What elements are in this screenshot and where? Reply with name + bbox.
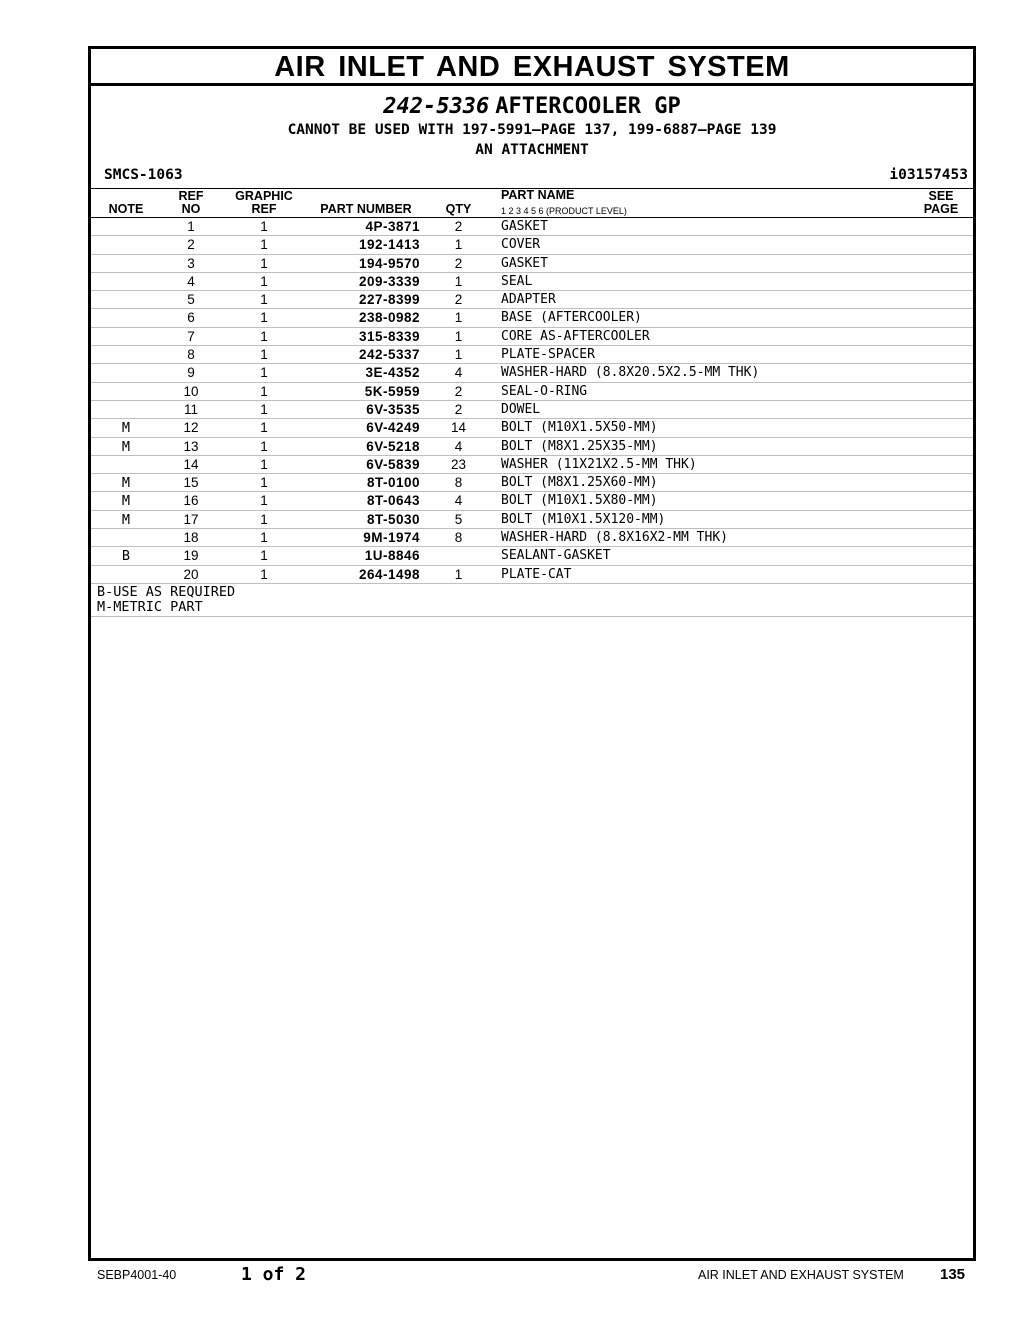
legend (91, 584, 973, 617)
row-part-name: CORE AS-AFTERCOOLER (501, 328, 650, 344)
row-part-number: 8T-0100 (366, 475, 420, 491)
col-product-level: 1 2 3 4 5 6 (PRODUCT LEVEL) (501, 206, 627, 216)
table-row (91, 309, 973, 327)
row-ref-no: 20 (183, 566, 199, 582)
row-qty: 4 (454, 438, 463, 454)
col-ref-2: NO (181, 202, 201, 216)
row-graphic-ref: 1 (260, 456, 268, 472)
table-row (91, 529, 973, 547)
row-graphic-ref: 1 (260, 475, 268, 491)
row-part-number: 6V-5218 (366, 438, 420, 454)
table-row (91, 346, 973, 364)
row-graphic-ref: 1 (260, 548, 268, 564)
row-part-number: 315-8339 (358, 328, 420, 344)
row-graphic-ref: 1 (260, 511, 268, 527)
row-ref-no: 13 (183, 438, 199, 454)
row-ref-no: 9 (187, 365, 195, 381)
row-graphic-ref: 1 (260, 273, 268, 289)
row-graphic-ref: 1 (260, 383, 268, 399)
col-graphic-2: REF (251, 202, 277, 216)
row-graphic-ref: 1 (260, 328, 268, 344)
row-ref-no: 2 (187, 237, 195, 253)
section-title: AIR INLET AND EXHAUST SYSTEM (91, 49, 973, 86)
row-note: B (121, 548, 131, 565)
col-graphic-1: GRAPHIC (235, 189, 293, 203)
row-part-number: 209-3339 (358, 273, 420, 289)
row-part-name: WASHER-HARD (8.8X16X2-MM THK) (501, 530, 728, 546)
page-footer (0, 1264, 1020, 1288)
column-header (91, 188, 973, 218)
group-title (91, 94, 973, 120)
row-note: M (121, 420, 131, 437)
row-part-name: SEAL (501, 273, 533, 289)
row-part-name: DOWEL (501, 401, 541, 417)
group-number: 242-5336 (383, 94, 490, 119)
row-qty: 8 (454, 475, 463, 491)
parts-table-body (91, 218, 973, 584)
row-graphic-ref: 1 (260, 292, 268, 308)
row-part-name: PLATE-SPACER (501, 347, 595, 363)
row-part-number: 6V-3535 (366, 401, 420, 417)
row-part-name: GASKET (501, 219, 548, 234)
row-part-name: ADAPTER (501, 292, 556, 308)
table-row (91, 492, 973, 510)
col-part-name: PART NAME (501, 188, 575, 202)
row-qty: 1 (454, 310, 463, 326)
row-part-name: BOLT (M10X1.5X120-MM) (501, 511, 666, 527)
row-graphic-ref: 1 (260, 493, 268, 509)
table-row (91, 511, 973, 529)
row-ref-no: 16 (183, 493, 199, 509)
table-row (91, 547, 973, 565)
table-row (91, 438, 973, 456)
row-part-name: WASHER (11X21X2.5-MM THK) (501, 456, 697, 472)
footer-page-number: 135 (940, 1266, 966, 1283)
row-graphic-ref: 1 (260, 347, 268, 363)
row-graphic-ref: 1 (260, 310, 268, 326)
row-ref-no: 7 (187, 328, 195, 344)
row-part-number: 4P-3871 (365, 219, 420, 234)
row-qty: 5 (454, 511, 463, 527)
row-graphic-ref: 1 (260, 530, 268, 546)
row-qty: 23 (450, 456, 467, 472)
table-row (91, 419, 973, 437)
table-row (91, 474, 973, 492)
row-graphic-ref: 1 (260, 255, 268, 271)
table-row (91, 273, 973, 291)
row-part-number: 3E-4352 (365, 365, 420, 381)
table-row (91, 383, 973, 401)
col-note: NOTE (108, 202, 144, 216)
row-part-name: SEAL-O-RING (501, 383, 588, 399)
row-qty: 1 (454, 328, 463, 344)
row-qty: 1 (454, 237, 463, 253)
col-part-number: PART NUMBER (320, 202, 412, 216)
row-qty: 4 (454, 493, 463, 509)
parts-page-frame (88, 46, 976, 1261)
row-note: M (121, 438, 131, 455)
row-part-name: BOLT (M8X1.25X35-MM) (501, 438, 658, 454)
smcs-code: SMCS-1063 (104, 167, 183, 183)
row-part-number: 8T-0643 (366, 493, 420, 509)
row-graphic-ref: 1 (260, 401, 268, 417)
row-graphic-ref: 1 (260, 219, 268, 234)
row-part-number: 6V-5839 (366, 456, 420, 472)
row-ref-no: 19 (183, 548, 199, 564)
row-ref-no: 11 (183, 401, 198, 417)
table-row (91, 236, 973, 254)
row-graphic-ref: 1 (260, 438, 268, 454)
row-ref-no: 4 (187, 273, 195, 289)
row-part-number: 5K-5959 (364, 383, 420, 399)
row-part-number: 1U-8846 (364, 548, 420, 564)
row-qty: 2 (454, 383, 463, 399)
row-part-number: 238-0982 (358, 310, 420, 326)
illustration-id: i03157453 (889, 167, 968, 183)
table-row (91, 255, 973, 273)
row-qty: 2 (454, 255, 463, 271)
smcs-row (91, 164, 973, 188)
row-part-name: BASE (AFTERCOOLER) (501, 310, 642, 326)
row-ref-no: 5 (187, 292, 195, 308)
row-ref-no: 14 (183, 456, 199, 472)
row-qty: 14 (450, 420, 467, 436)
legend-m: M-METRIC PART (97, 598, 203, 615)
row-ref-no: 10 (183, 383, 199, 399)
row-part-number: 9M-1974 (363, 530, 420, 546)
row-part-name: PLATE-CAT (501, 566, 572, 582)
row-part-number: 192-1413 (358, 237, 420, 253)
row-qty: 2 (454, 219, 463, 234)
group-name: AFTERCOOLER GP (495, 94, 681, 119)
row-ref-no: 1 (187, 219, 195, 234)
row-part-name: WASHER-HARD (8.8X20.5X2.5-MM THK) (501, 365, 760, 381)
row-ref-no: 12 (183, 420, 199, 436)
table-row (91, 456, 973, 474)
row-qty: 1 (454, 273, 463, 289)
row-qty: 1 (454, 566, 463, 582)
row-part-number: 194-9570 (358, 255, 420, 271)
row-qty: 2 (454, 292, 463, 308)
table-row (91, 364, 973, 382)
col-qty: QTY (445, 202, 472, 216)
row-part-name: BOLT (M10X1.5X80-MM) (501, 493, 658, 509)
row-graphic-ref: 1 (260, 420, 268, 436)
group-note-compat: CANNOT BE USED WITH 197-5991—PAGE 137, 199-6887—PAGE 139 (287, 122, 777, 138)
row-qty: 8 (454, 530, 463, 546)
table-row (91, 218, 973, 236)
row-note: M (121, 475, 131, 492)
row-qty: 4 (454, 365, 463, 381)
row-ref-no: 3 (187, 255, 195, 271)
row-graphic-ref: 1 (260, 237, 268, 253)
row-part-name: BOLT (M10X1.5X50-MM) (501, 420, 658, 436)
row-part-number: 8T-5030 (366, 511, 420, 527)
row-graphic-ref: 1 (260, 566, 268, 582)
row-qty: 1 (454, 347, 463, 363)
table-row (91, 291, 973, 309)
row-qty: 2 (454, 401, 463, 417)
col-ref-1: REF (178, 189, 204, 203)
col-see-2: PAGE (923, 202, 959, 216)
row-part-number: 6V-4249 (366, 420, 420, 436)
row-part-name: COVER (501, 237, 541, 253)
row-graphic-ref: 1 (260, 365, 268, 381)
row-ref-no: 18 (183, 530, 199, 546)
row-note: M (121, 493, 131, 510)
row-part-number: 242-5337 (358, 347, 420, 363)
row-part-number: 264-1498 (358, 566, 420, 582)
table-row (91, 566, 973, 584)
row-ref-no: 6 (187, 310, 195, 326)
legend-b: B-USE AS REQUIRED (97, 583, 236, 600)
row-part-name: GASKET (501, 255, 548, 271)
footer-page-of: 1 of 2 (241, 1264, 307, 1285)
row-part-number: 227-8399 (358, 292, 420, 308)
col-see-1: SEE (928, 189, 954, 203)
table-row (91, 328, 973, 346)
row-part-name: BOLT (M8X1.25X60-MM) (501, 475, 658, 491)
footer-doc-id: SEBP4001-40 (97, 1268, 177, 1282)
row-note: M (121, 511, 131, 528)
table-row (91, 401, 973, 419)
row-ref-no: 8 (187, 347, 195, 363)
row-part-name: SEALANT-GASKET (501, 548, 611, 564)
row-ref-no: 17 (183, 511, 199, 527)
row-ref-no: 15 (183, 475, 199, 491)
footer-section: AIR INLET AND EXHAUST SYSTEM (698, 1268, 904, 1282)
group-note-attachment: AN ATTACHMENT (475, 142, 589, 158)
